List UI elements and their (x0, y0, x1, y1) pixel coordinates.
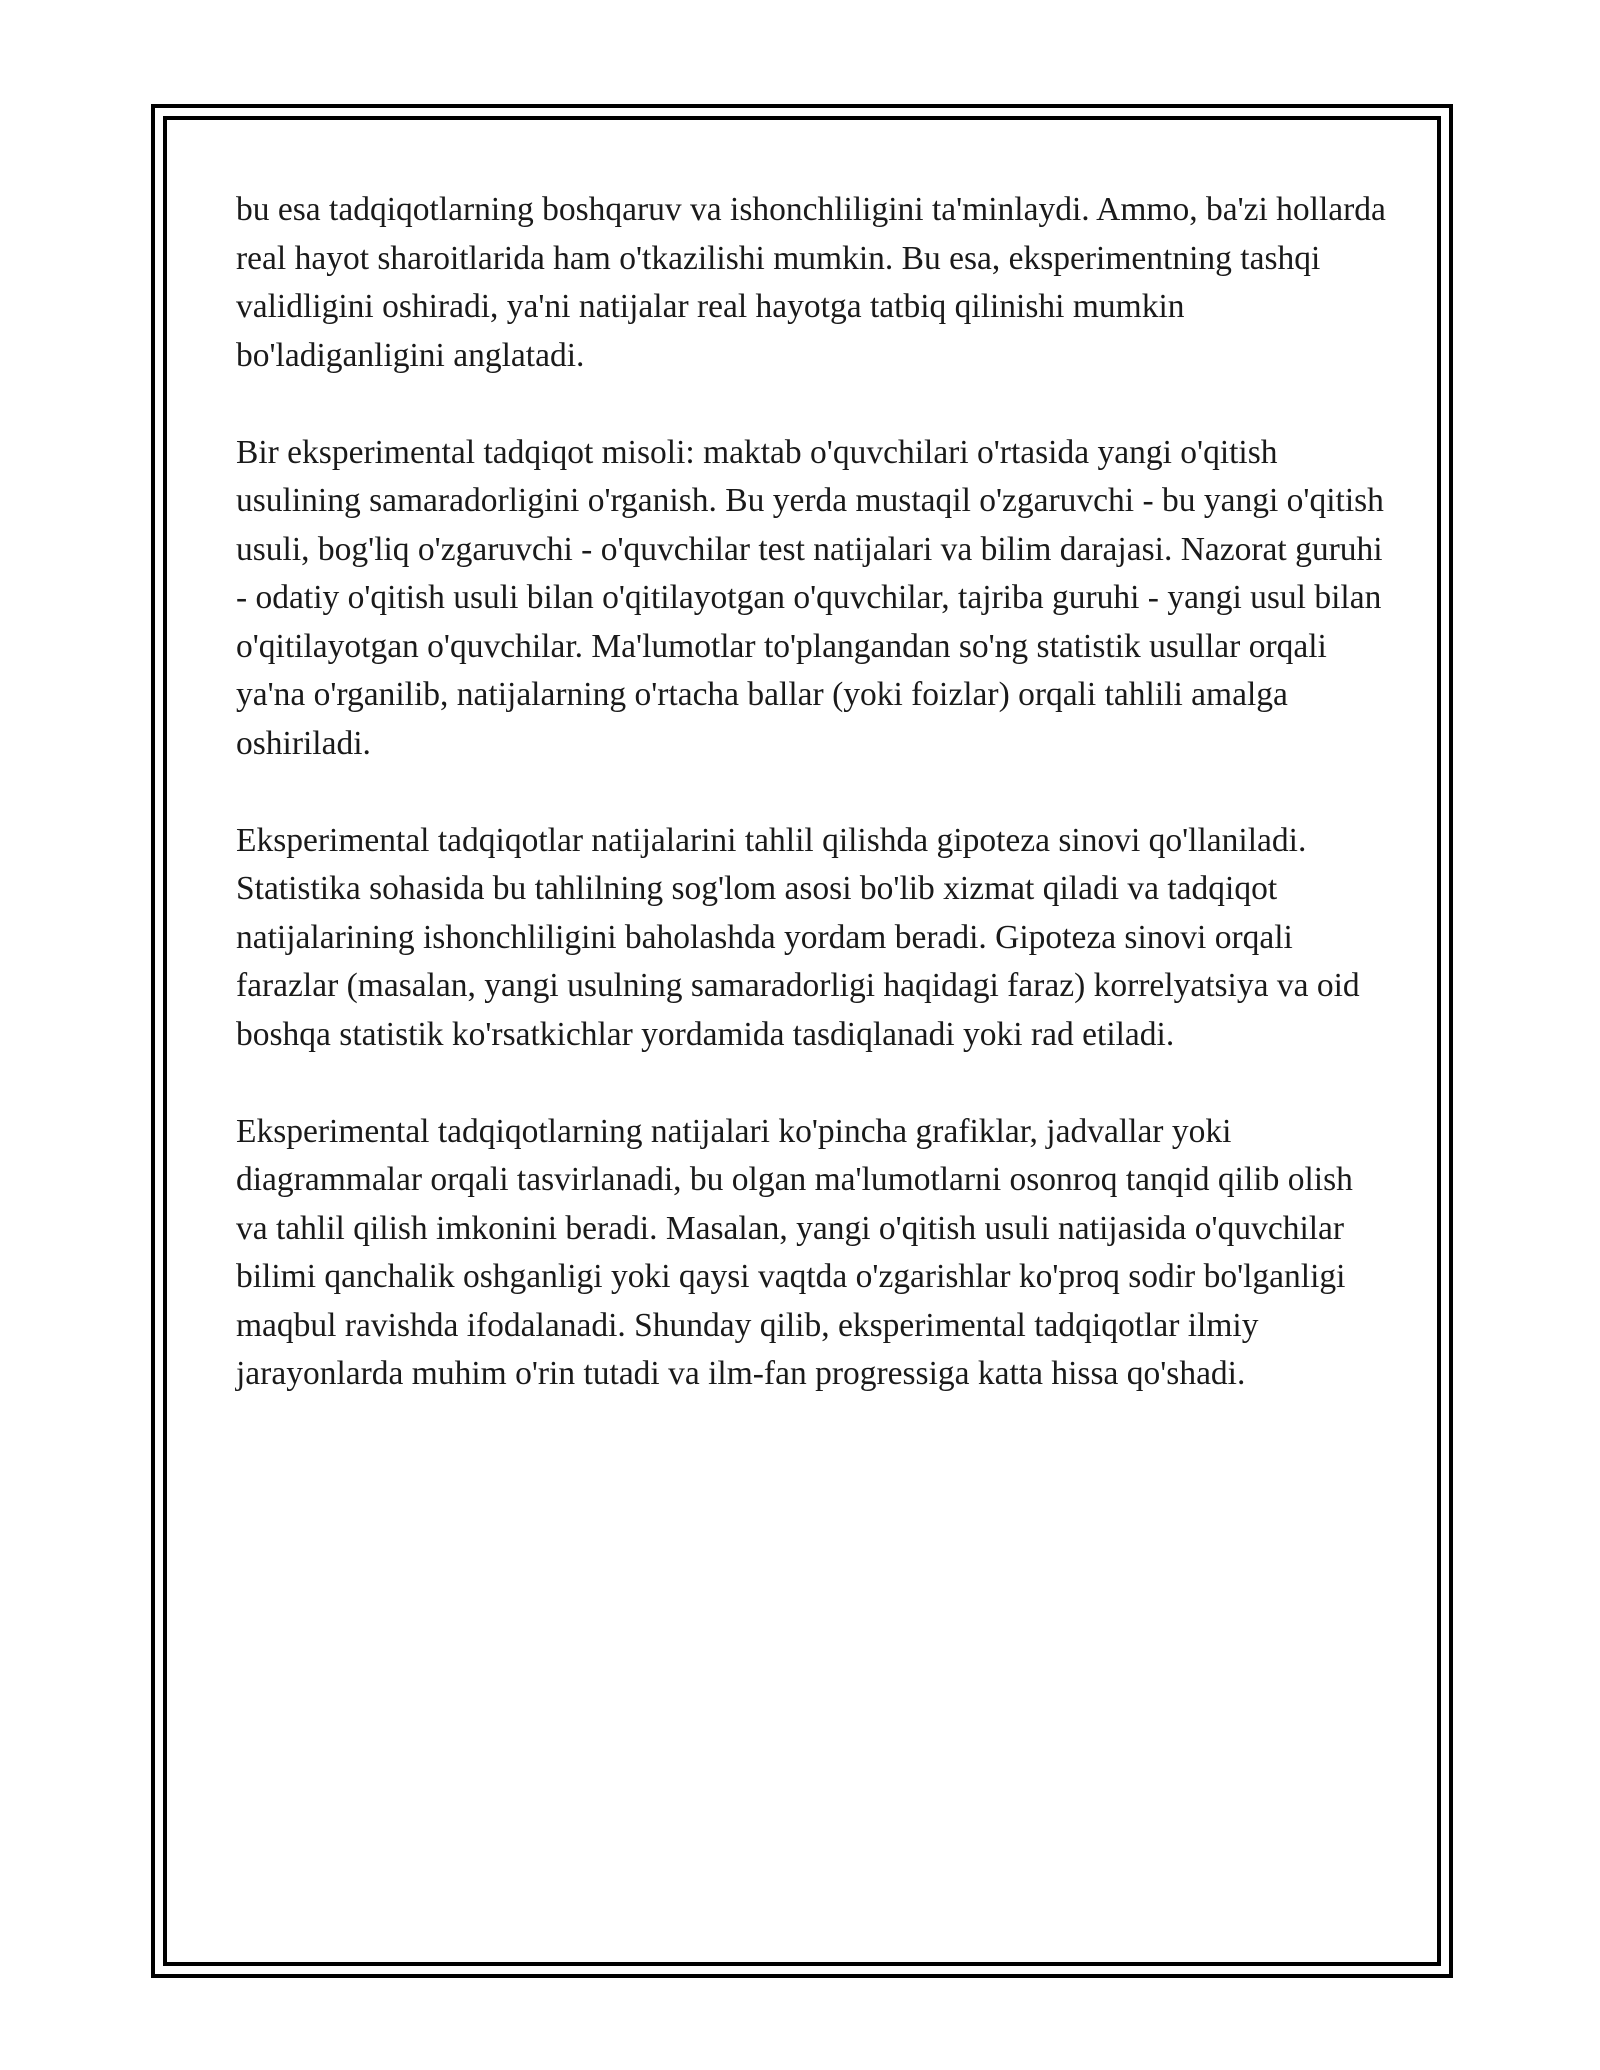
paragraph-3: Eksperimental tadqiqotlar natijalarini tahlil qilishda gipoteza sinovi qo'llaniladi. Statistika sohasida bu tahlilning sog'lom asosi bo'lib xizmat qiladi va tadqiqot natijalarining ishonchliligini baholashda yordam beradi. Gipoteza sinovi orqali farazlar (masalan, yangi usulning samaradorligi haqidagi faraz) korrelyatsiya va oid boshqa statistik ko'rsatkichlar yordamida tasdiqlanadi yoki rad etiladi. (236, 821, 1360, 1053)
paragraph-2: Bir eksperimental tadqiqot misoli: maktab o'quvchilari o'rtasida yangi o'qitish usulining samaradorligini o'rganish. Bu yerda mustaqil o'zgaruvchi - bu yangi o'qitish usuli, bog'liq o'zgaruvchi - o'quvchilar test natijalari va bilim darajasi. Nazorat guruhi - odatiy o'qitish usuli bilan o'qitilayotgan o'quvchilar, tajriba guruhi - yangi usul bilan o'qitilayotgan o'quvchilar. Ma'lumotlar to'plangandan so'ng statistik usullar orqali ya'na o'rganilib, natijalarning o'rtacha ballar (yoki foizlar) orqali tahlili amalga oshiriladi. (236, 433, 1384, 762)
paragraph-4: Eksperimental tadqiqotlarning natijalari ko'pincha grafiklar, jadvallar yoki diagrammalar orqali tasvirlanadi, bu olgan ma'lumotlarni osonroq tanqid qilib olish va tahlil qilish imkonini beradi. Masalan, yangi o'qitish usuli natijasida o'quvchilar bilimi qanchalik oshganligi yoki qaysi vaqtda o'zgarishlar ko'proq sodir bo'lganligi maqbul ravishda ifodalanadi. Shunday qilib, eksperimental tadqiqotlar ilmiy jarayonlarda muhim o'rin tutadi va ilm-fan progressiga katta hissa qo'shadi. (236, 1112, 1353, 1392)
paragraph-1: bu esa tadqiqotlarning boshqaruv va ishonchliligini ta'minlaydi. Ammo, ba'zi hollarda real hayot sharoitlarida ham o'tkazilishi mumkin. Bu esa, eksperimentning tashqi validligini oshiradi, ya'ni natijalar real hayotga tatbiq qilinishi mumkin bo'ladiganligini anglatadi. (236, 191, 1386, 374)
document-body (236, 186, 1386, 1447)
